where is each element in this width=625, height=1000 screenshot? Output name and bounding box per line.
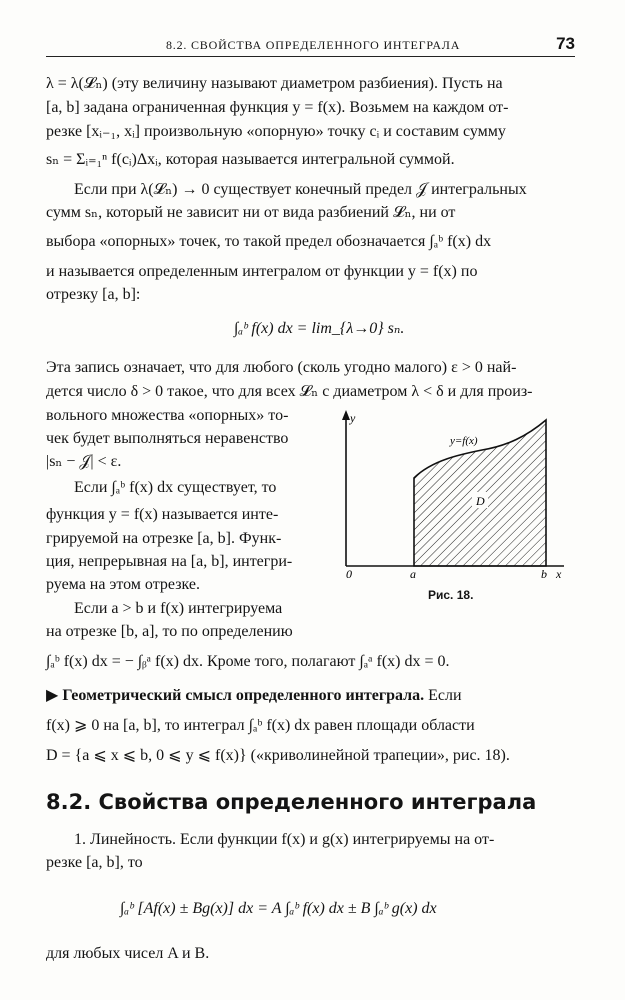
equation-linearity: ∫ₐᵇ [Af(x) ± Bg(x)] dx = A ∫ₐᵇ f(x) dx ± B ∫ₐᵇ g(x) dx: [120, 900, 437, 917]
page-header: [46, 34, 575, 57]
text-line-25: D = {a ⩽ x ⩽ b, 0 ⩽ y ⩽ f(x)} («криволинейной трапеции», рис. 18).: [46, 747, 510, 764]
text-line-20: Если a > b и f(x) интегрируема: [74, 600, 283, 617]
section-title: 8.2. Свойства определенного интеграла: [46, 790, 537, 814]
x-axis-label: x: [556, 567, 562, 581]
text-line-9: отрезку [a, b]:: [46, 286, 141, 303]
triangle-marker-icon: ▶: [46, 687, 63, 704]
y-axis-label: y: [350, 411, 356, 425]
text-line-5: Если при λ(𝓛ₙ) → 0 существует конечный предел 𝒥 интегральных: [74, 181, 527, 198]
text-line-22: ∫ₐᵇ f(x) dx = − ∫ᵦᵃ f(x) dx. Кроме того, полагают ∫ₐᵃ f(x) dx = 0.: [46, 653, 450, 670]
text-line-17: грируемой на отрезке [a, b]. Функ-: [46, 530, 282, 547]
geometric-meaning-heading: Геометрический смысл определенного интеграла.: [62, 687, 425, 704]
text-line-19: руема на этом отрезке.: [46, 576, 200, 593]
text-line-16: функция y = f(x) называется инте-: [46, 506, 279, 523]
text-line-18: ция, непрерывная на [a, b], интегри-: [46, 553, 293, 570]
figure-curvilinear-trapezoid: [332, 408, 572, 598]
page-number: 73: [556, 34, 575, 53]
geometric-meaning-tail: Если: [424, 687, 462, 704]
y-axis-arrow-icon: [342, 410, 350, 420]
text-line-13: чек будет выполняться неравенство: [46, 430, 289, 447]
text-line-8: и называется определенным интегралом от функции y = f(x) по: [46, 263, 478, 280]
region-label: D: [476, 494, 485, 508]
text-line-1: λ = λ(𝓛ₙ) (эту величину называют диаметром разбиения). Пусть на: [46, 75, 503, 92]
running-title: 8.2. СВОЙСТВА ОПРЕДЕЛЕННОГО ИНТЕГРАЛА: [166, 38, 461, 52]
text-line-15: Если ∫ₐᵇ f(x) dx существует, то: [74, 479, 277, 496]
text-line-3: резке [xᵢ₋₁, xᵢ] произвольную «опорную» точку cᵢ и составим сумму: [46, 123, 506, 140]
curve-label: y=f(x): [450, 435, 478, 447]
b-label: b: [541, 567, 547, 581]
text-line-21: на отрезке [b, a], то по определению: [46, 623, 293, 640]
text-line-24: f(x) ⩾ 0 на [a, b], то интеграл ∫ₐᵇ f(x) dx равен площади области: [46, 717, 475, 734]
text-line-12: вольного множества «опорных» то-: [46, 407, 289, 424]
figure-caption: Рис. 18.: [428, 588, 474, 602]
a-label: a: [410, 567, 416, 581]
text-line-4: sₙ = Σᵢ₌₁ⁿ f(cᵢ)Δxᵢ, которая называется интегральной суммой.: [46, 151, 455, 168]
geometric-meaning-paragraph: [46, 686, 462, 706]
equation-definite-integral: ∫ₐᵇ f(x) dx = lim_{λ→0} sₙ.: [234, 320, 405, 337]
text-line-27: резке [a, b], то: [46, 854, 143, 871]
text-line-28: для любых чисел A и B.: [46, 945, 210, 962]
text-line-14: |sₙ − 𝒥| < ε.: [46, 453, 122, 470]
origin-label: 0: [346, 567, 352, 581]
text-line-11: дется число δ > 0 такое, что для всех 𝓛ₙ с диаметром λ < δ и для произ-: [46, 383, 533, 400]
text-line-2: [a, b] задана ограниченная функция y = f(x). Возьмем на каждом от-: [46, 99, 509, 116]
text-line-7: выбора «опорных» точек, то такой предел обозначается ∫ₐᵇ f(x) dx: [46, 233, 492, 250]
text-line-26: 1. Линейность. Если функции f(x) и g(x) интегрируемы на от-: [74, 831, 495, 848]
text-line-10: Эта запись означает, что для любого (сколь угодно малого) ε > 0 най-: [46, 359, 517, 376]
text-line-6: сумм sₙ, который не зависит ни от вида разбиений 𝓛ₙ, ни от: [46, 204, 456, 221]
